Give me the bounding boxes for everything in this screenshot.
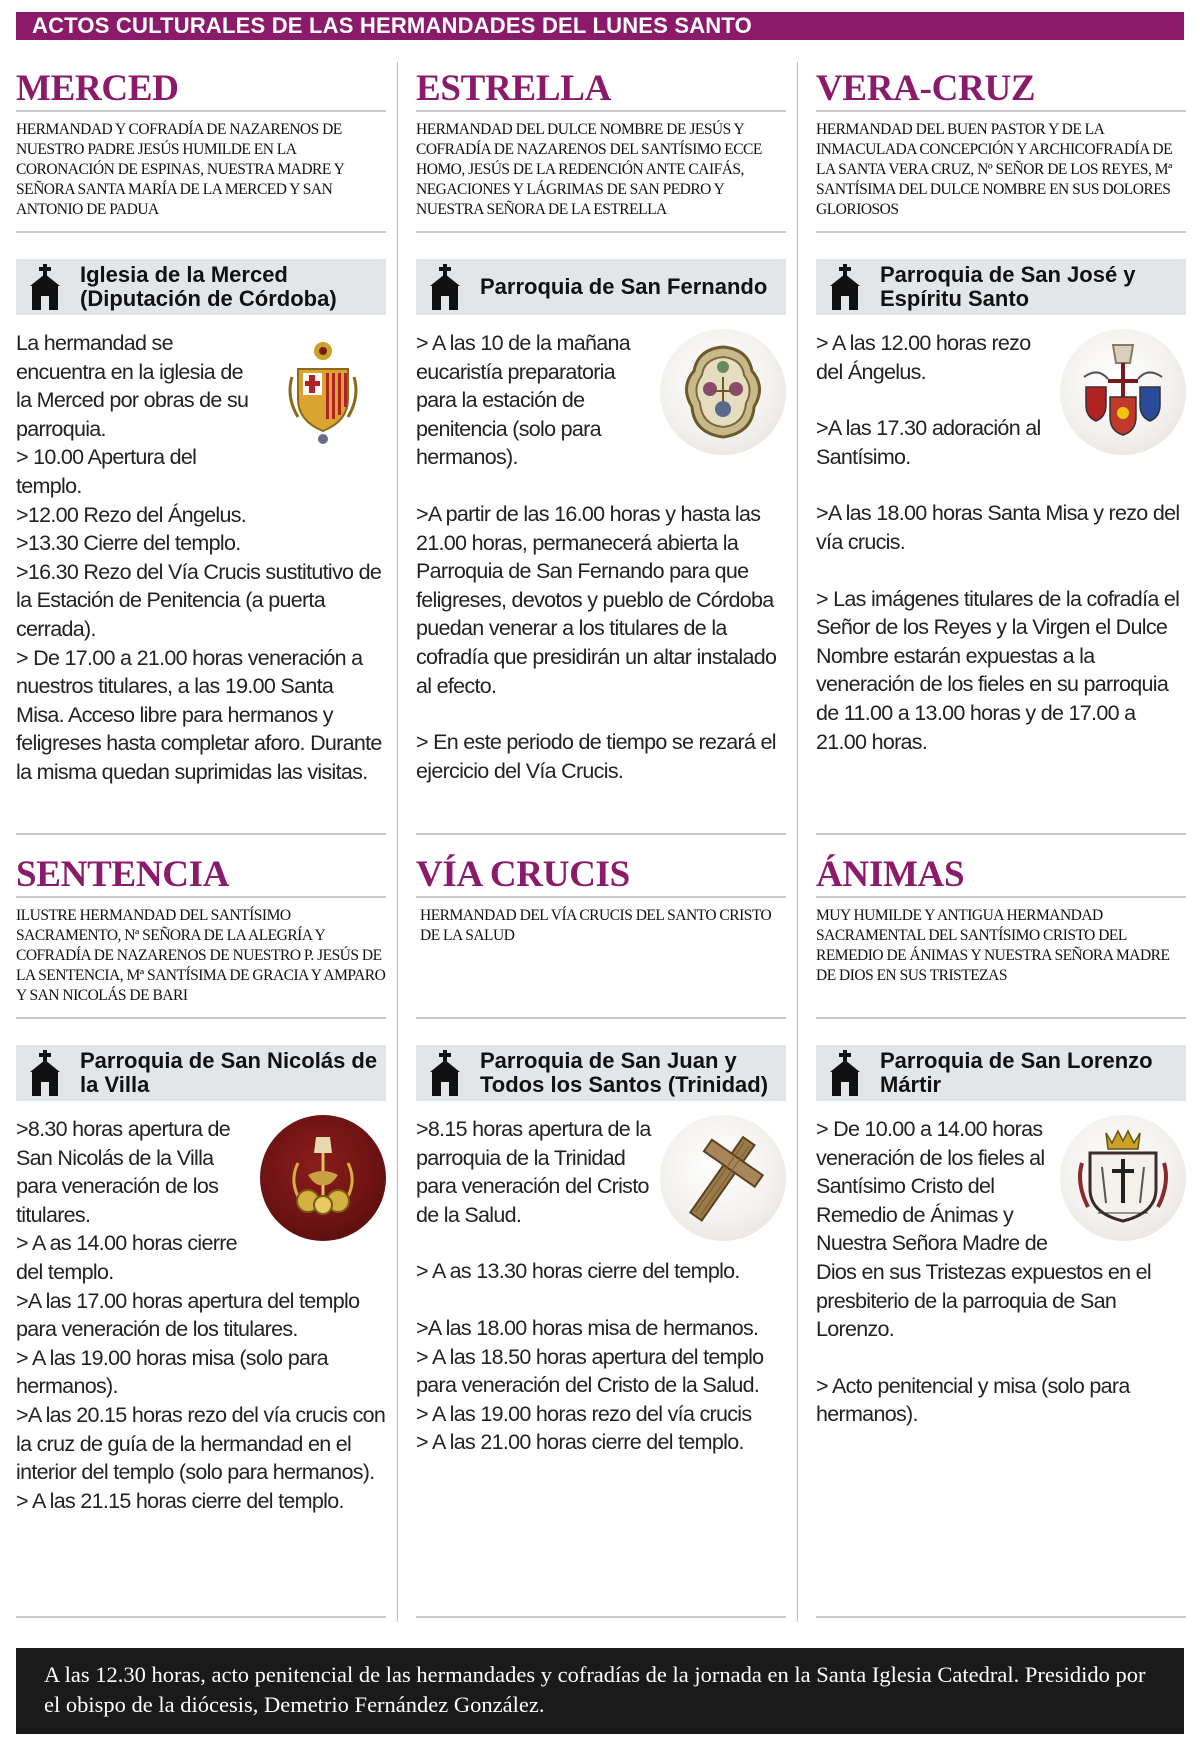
column-divider <box>397 62 398 1622</box>
schedule-paragraph: > A las 12.00 horas rezo del Ángelus. <box>816 331 1031 384</box>
church-location <box>16 259 386 315</box>
animas-crowned-emblem-icon <box>1060 1115 1186 1241</box>
page-header: ACTOS CULTURALES DE LAS HERMANDADES DEL LUNES SANTO <box>16 12 1184 40</box>
schedule-paragraph: >A las 17.30 adoración al Santísimo. <box>816 416 1041 469</box>
schedule-text <box>416 329 786 785</box>
brotherhood-description: ILUSTRE HERMANDAD DEL SANTÍSIMO SACRAMENTO, Nª SEÑORA DE LA ALEGRÍA Y COFRADÍA DE NAZARENOS DE NUESTRO P. JESÚS DE LA SENTENCIA, Mª SANTÍSIMA DE GRACIA Y AMPARO Y SAN NICOLÁS DE BARI <box>16 898 386 1019</box>
section-divider <box>416 1616 786 1618</box>
section-divider <box>816 1616 1186 1618</box>
section-divider <box>416 833 786 835</box>
schedule-paragraph: > Las imágenes titulares de la cofradía el Señor de los Reyes y la Virgen el Dulce Nombre estarán expuestas a la veneración de los fieles en su parroquia de 11.00 a 13.00 horas y de 17.00 a 21.00 horas. <box>816 586 1180 754</box>
church-location <box>16 1045 386 1101</box>
church-name: Parroquia de San Juan y Todos los Santos (Trinidad) <box>480 1048 769 1097</box>
section-divider <box>16 1616 386 1618</box>
church-name: Iglesia de la Merced (Diputación de Córdoba) <box>80 262 337 311</box>
brotherhood-description: HERMANDAD Y COFRADÍA DE NAZARENOS DE NUESTRO PADRE JESÚS HUMILDE EN LA CORONACIÓN DE ESPINAS, NUESTRA MADRE Y SEÑORA SANTA MARÍA DE LA MERCED Y SAN ANTONIO DE PADUA <box>16 112 386 233</box>
section-divider <box>816 833 1186 835</box>
brotherhood-description: HERMANDAD DEL BUEN PASTOR Y DE LA INMACULADA CONCEPCIÓN Y ARCHICOFRADÍA DE LA SANTA VERA CRUZ, Nº SEÑOR DE LOS REYES, Mª SANTÍSIMA DEL DULCE NOMBRE EN SUS DOLORES GLORIOSOS <box>816 112 1186 233</box>
schedule-paragraph: > Acto penitencial y misa (solo para hermanos). <box>816 1373 1130 1427</box>
church-name: Parroquia de San Nicolás de la Villa <box>80 1048 378 1097</box>
brotherhood-estrella <box>416 66 786 836</box>
brotherhood-via-crucis <box>416 852 786 1622</box>
brotherhood-vera-cruz <box>816 66 1186 836</box>
brotherhood-description: HERMANDAD DEL DULCE NOMBRE DE JESÚS Y COFRADÍA DE NAZARENOS DEL SANTÍSIMO ECCE HOMO, JESÚS DE LA REDENCIÓN ANTE CAIFÁS, NEGACIONES Y LÁGRIMAS DE SAN PEDRO Y NUESTRA SEÑORA DE LA ESTRELLA <box>416 112 786 233</box>
wooden-cross-emblem-icon <box>660 1115 786 1241</box>
church-location <box>416 259 786 315</box>
schedule-text <box>416 1115 786 1457</box>
schedule-text <box>16 1115 386 1515</box>
footer-note: A las 12.30 horas, acto penitencial de las hermandades y cofradías de la jornada en la Santa Iglesia Catedral. Presidido por el obispo de la diócesis, Demetrio Fernández González. <box>16 1648 1184 1734</box>
church-location <box>816 1045 1186 1101</box>
schedule-paragraph: > A las 10 de la mañana eucaristía preparatoria para la estación de penitencia (solo para hermanos). <box>416 331 631 470</box>
church-icon <box>26 1050 64 1096</box>
church-icon <box>26 264 64 310</box>
brotherhood-name: ESTRELLA <box>416 66 786 112</box>
schedule-paragraph: > En este periodo de tiempo se rezará el ejercicio del Vía Crucis. <box>416 730 776 783</box>
merced-shield-emblem-icon <box>260 329 386 455</box>
brotherhood-name: MERCED <box>16 66 386 112</box>
schedule-paragraph: La hermandad se encuentra en la iglesia de la Merced por obras de su parroquia. > 10.00 Apertura del templo. >12.00 Rezo del Ángelus. >13.30 Cierre del templo. >16.30 Rezo del Vía Crucis sustitutivo de la Estación de Penitencia (a puerta cerrada). > De 17.00 a 21.00 horas veneración a nuestros titulares, a las 19.00 Santa Misa. Acceso libre para hermanos y feligreses hasta completar aforo. Durante la misma quedan suprimidas las visitas. <box>16 331 382 784</box>
schedule-text <box>816 329 1186 756</box>
sentencia-red-emblem-icon <box>260 1115 386 1241</box>
church-location <box>816 259 1186 315</box>
church-icon <box>426 264 464 310</box>
schedule-text <box>816 1115 1186 1429</box>
estrella-ornate-emblem-icon <box>660 329 786 455</box>
brotherhood-name: VERA-CRUZ <box>816 66 1186 112</box>
vera-cruz-crest-emblem-icon <box>1060 329 1186 455</box>
brotherhood-description: HERMANDAD DEL VÍA CRUCIS DEL SANTO CRISTO DE LA SALUD <box>416 898 786 1019</box>
brotherhood-name: ÁNIMAS <box>816 852 1186 898</box>
church-icon <box>826 264 864 310</box>
section-divider <box>16 833 386 835</box>
brotherhood-description: MUY HUMILDE Y ANTIGUA HERMANDAD SACRAMENTAL DEL SANTÍSIMO CRISTO DEL REMEDIO DE ÁNIMAS Y NUESTRA SEÑORA MADRE DE DIOS EN SUS TRISTEZAS <box>816 898 1186 1019</box>
brotherhood-merced <box>16 66 386 836</box>
church-location <box>416 1045 786 1101</box>
schedule-paragraph: >8.15 horas apertura de la parroquia de la Trinidad para veneración del Cristo de la Salud. <box>416 1117 651 1227</box>
church-name: Parroquia de San Fernando <box>480 274 768 299</box>
brotherhood-name: VÍA CRUCIS <box>416 852 786 898</box>
column-divider <box>797 62 798 1622</box>
brotherhood-sentencia <box>16 852 386 1622</box>
church-icon <box>826 1050 864 1096</box>
schedule-paragraph: >A las 18.00 horas Santa Misa y rezo del vía crucis. <box>816 501 1180 554</box>
brotherhood-animas <box>816 852 1186 1622</box>
schedule-paragraph: >A las 18.00 horas misa de hermanos. > A las 18.50 horas apertura del templo para veneración del Cristo de la Salud. > A las 19.00 horas rezo del vía crucis > A las 21.00 horas cierre del templo. <box>416 1315 764 1455</box>
church-icon <box>426 1050 464 1096</box>
schedule-paragraph: > A as 13.30 horas cierre del templo. <box>416 1259 740 1284</box>
church-name: Parroquia de San José y Espíritu Santo <box>880 262 1136 311</box>
schedule-paragraph: >A partir de las 16.00 horas y hasta las 21.00 horas, permanecerá abierta la Parroquia de San Fernando para que feligreses, devotos y pueblo de Córdoba puedan venerar a los titulares de la cofradía que presidirán un altar instalado al efecto. <box>416 501 777 698</box>
schedule-text <box>16 329 386 787</box>
schedule-paragraph: >8.30 horas apertura de San Nicolás de la Villa para veneración de los titulares. > A as 14.00 horas cierre del templo. >A las 17.00 horas apertura del templo para veneración de los titulares. > A las 19.00 horas misa (solo para hermanos). >A las 20.15 horas rezo del vía crucis con la cruz de guía de la hermandad en el interior del templo (solo para hermanos). > A las 21.15 horas cierre del templo. <box>16 1117 386 1513</box>
brotherhood-name: SENTENCIA <box>16 852 386 898</box>
church-name: Parroquia de San Lorenzo Mártir <box>880 1048 1153 1097</box>
schedule-paragraph: > De 10.00 a 14.00 horas veneración de los fieles al Santísimo Cristo del Remedio de Ánimas y Nuestra Señora Madre de Dios en sus Tristezas expuestos en el presbiterio de la parroquia de San Lorenzo. <box>816 1117 1152 1342</box>
